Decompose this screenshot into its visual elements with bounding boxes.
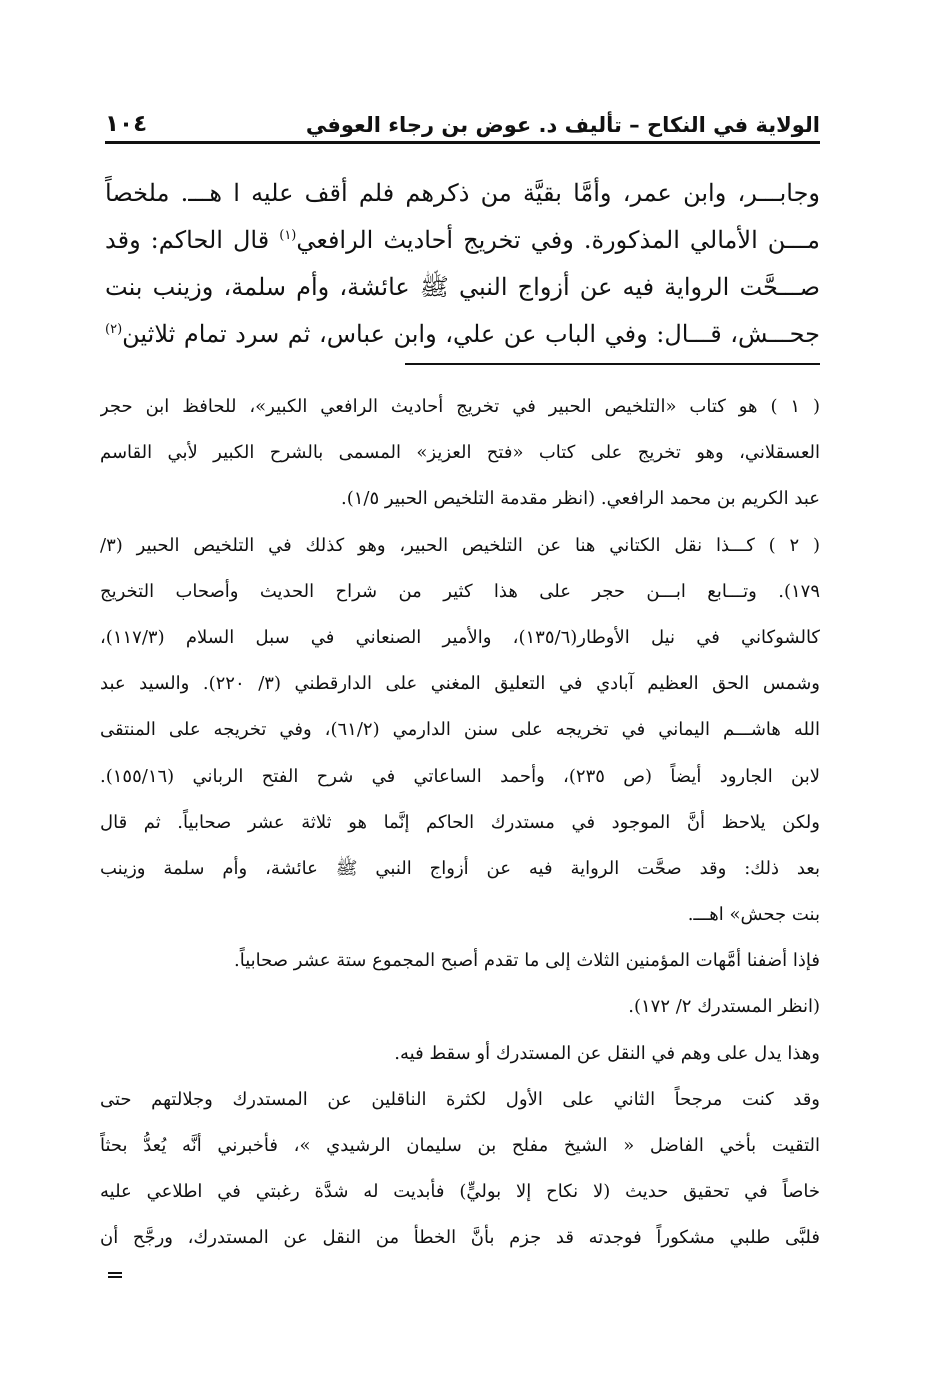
main-text-line-start: مـــن الأمالي المذكورة. وفي تخريج أحاديث الرافعي xyxy=(296,226,820,254)
footnote-line: بعد ذلك: وقد صحَّت الرواية فيه عن أزواج النبي ﷺ عائشة، وأم سلمة وزينب xyxy=(100,857,820,879)
main-text-line: صـــحَّت الرواية فيه عن أزواج النبي ﷺ عائشة، وأم سلمة، وزينب بنت xyxy=(105,273,820,301)
footnote-divider xyxy=(405,363,820,365)
footnote-ref-1: (١) xyxy=(279,228,297,243)
footnote-line: العسقلاني، وهو تخريج على كتاب «فتح العزيز» المسمى بالشرح الكبير لأبي القاسم xyxy=(100,442,820,464)
footnote-line: وهذا يدل على وهم في النقل عن المستدرك أو سقط فيه. xyxy=(394,1042,820,1064)
footnote-line: وشمس الحق العظيم آبادي في التعليق المغني على الدارقطني (٣/ ٢٢٠). والسيد عبد xyxy=(100,673,820,695)
continuation-mark xyxy=(108,1272,122,1278)
main-text-line xyxy=(105,311,820,358)
footnote-line: فلبَّى طلبي مشكوراً فوجدته قد جزم بأنَّ الخطأ من النقل عن المستدرك، ورجَّح أن xyxy=(100,1227,820,1249)
main-text-line-end: قال الحاكم: وقد xyxy=(105,226,280,254)
main-text-line xyxy=(105,217,820,264)
footnote-line: فإذا أضفنا أمَّهات المؤمنين الثلاث إلى ما تقدم أصبح المجموع ستة عشر صحابياً. xyxy=(234,950,820,972)
main-text-line: وجابـــر، وابن عمر، وأمَّا بقيَّة من ذكرهم فلم أقف عليه ا هـــ. ملخصاً xyxy=(105,179,820,207)
footnote-line: الله هاشـــم اليماني في تخريجه على سنن الدارمي (٦١/٢)، وفي تخريجه على المنتقى xyxy=(100,719,820,741)
footnote-line: وقد كنت مرجحاً الثاني على الأول لكثرة الناقلين عن المستدرك وجلالتهم حتى xyxy=(100,1088,820,1110)
footnote-line: خاصاً في تحقيق حديث (لا نكاح إلا بوليٍّ) فأبديت له شدَّة رغبتي في اطلاعي عليه xyxy=(100,1181,820,1203)
footnote-line: كالشوكاني في نيل الأوطار(١٣٥/٦)، والأمير الصنعاني في سبل السلام (١١٧/٣)، xyxy=(100,626,820,648)
footnotes xyxy=(100,384,820,1262)
running-header xyxy=(105,100,820,144)
main-text xyxy=(105,170,820,358)
footnote-line: التقيت بأخي الفاضل « الشيخ مفلح بن سليمان الرشيدي »، فأخبرني أنَّه يُعدُّ بحثاً xyxy=(100,1135,820,1156)
running-header-title: الولاية في النكاح – تأليف د. عوض بن رجاء العوفي xyxy=(305,113,820,137)
footnote-line: ( ٢ ) كـــذا نقل الكتاني هنا عن التلخيص الحبير، وهو كذلك في التلخيص الحبير (٣/ xyxy=(100,534,820,556)
footnote-line: ( ١ ) هو كتاب «التلخيص الحبير في تخريج أحاديث الرافعي الكبير»، للحافظ ابن حجر xyxy=(100,396,820,417)
footnote-line: بنت جحش» اهـــ. xyxy=(687,904,820,926)
footnote-line: ولكن يلاحظ أنَّ الموجود في مستدرك الحاكم إنَّما هو ثلاثة عشر صحابياً. ثم قال xyxy=(100,811,820,833)
footnote-line: عبد الكريم بن محمد الرافعي. (انظر مقدمة التلخيص الحبير ١/٥). xyxy=(341,488,820,510)
main-text-line-start: جحـــش، قـــال: وفي الباب عن علي، وابن عباس، ثم سرد تمام ثلاثين xyxy=(122,320,820,348)
footnote-line: (انظر المستدرك ٢/ ١٧٢). xyxy=(628,996,820,1018)
footnote-line: لابن الجارود أيضاً (ص ٢٣٥)، وأحمد الساعاتي في شرح الفتح الرباني (١٥٥/١٦). xyxy=(100,765,820,787)
footnote-ref-2: (٢) xyxy=(105,322,123,337)
footnote-line: ١٧٩). وتـــابع ابـــن حجر على هذا كثير من شراح الحديث وأصحاب التخريج xyxy=(100,580,820,602)
page-number: ١٠٤ xyxy=(105,111,148,137)
